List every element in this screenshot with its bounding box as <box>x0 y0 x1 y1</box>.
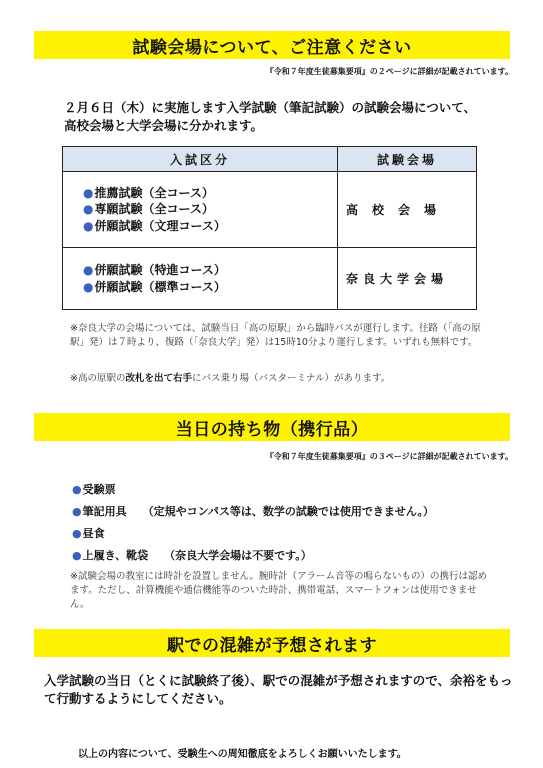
category-label: 併願試験（特進コース） <box>94 263 226 277</box>
belongings-list <box>72 478 434 566</box>
bullet-icon: ● <box>72 548 82 562</box>
category-cell <box>63 172 338 248</box>
item-detail: （定規やコンパス等は、数学の試験では使用できません。） <box>142 505 434 518</box>
item-detail: （奈良大学会場は不要です。） <box>164 549 312 562</box>
section-banner-venue <box>34 31 510 59</box>
venue-table <box>62 146 477 310</box>
category-label: 推薦試験（全コース） <box>94 185 214 200</box>
venue-cell: 高校会場 <box>338 172 477 248</box>
item-label: 昼食 <box>82 527 105 540</box>
section-title: 当日の持ち物（携行品） <box>175 419 369 440</box>
venue-cell: 奈良大学会場 <box>338 248 477 310</box>
section-title: 試験会場について、ご注意ください <box>132 37 412 58</box>
item-label: 受験票 <box>82 483 116 496</box>
reference-note: 『令和７年度生徒募集要項』の３ページに詳細が記載されています。 <box>265 452 513 461</box>
category-label: 併願試験（文理コース） <box>94 218 226 233</box>
note-text: にバス乗り場（バスターミナル）があります。 <box>191 373 391 384</box>
bullet-icon: ● <box>72 504 82 518</box>
note-emphasis: 改札を出て右手 <box>125 373 192 384</box>
reference-note: 『令和７年度生徒募集要項』の２ページに詳細が記載されています。 <box>265 67 513 76</box>
bullet-icon: ● <box>72 482 82 496</box>
section-banner-belongings <box>34 413 510 441</box>
table-row <box>63 172 477 248</box>
table-header-row <box>63 147 477 172</box>
bus-stop-note <box>70 372 490 386</box>
item-label: 筆記用具 <box>82 505 127 518</box>
section-title: 駅での混雑が予想されます <box>167 635 377 656</box>
column-header-category: 入試区分 <box>63 147 338 172</box>
bus-note: ※奈良大学の会場については、試験当日「高の原駅」から臨時バスが運行します。往路（「高の原駅」発）は７時より、復路（「奈良大学」発）は15時10分より運行します。いずれも無料です。 <box>70 323 481 348</box>
list-item <box>72 522 434 544</box>
list-item <box>83 279 337 296</box>
bullet-icon: ● <box>83 185 94 200</box>
list-item <box>83 262 337 279</box>
bullet-icon: ● <box>72 526 82 540</box>
list-item <box>72 500 434 522</box>
item-label: 上履き、靴袋 <box>82 549 149 562</box>
column-header-venue: 試験会場 <box>338 147 477 172</box>
list-item <box>72 544 434 566</box>
category-cell <box>63 248 338 310</box>
bullet-icon: ● <box>83 263 94 277</box>
category-label: 専願試験（全コース） <box>94 202 214 217</box>
list-item <box>83 185 337 202</box>
congestion-paragraph: 入学試験の当日（とくに試験終了後）、駅での混雑が予想されますので、余裕をもって行動するようにしてください。 <box>44 673 513 706</box>
list-item <box>72 478 434 500</box>
section-banner-congestion <box>34 629 510 657</box>
clock-note: ※試験会場の教室には時計を設置しません。腕時計（アラーム音等の鳴らないもの）の携行は認めます。ただし、計算機能や通信機能等のついた時計、携帯電話、スマートフォンは使用できません。 <box>70 571 488 610</box>
note-text: ※高の原駅の <box>70 373 126 384</box>
list-item <box>83 201 337 218</box>
lead-paragraph: ２月６日（木）に実施します入学試験（筆記試験）の試験会場について、高校会場と大学会場に分かれます。 <box>64 100 477 133</box>
list-item <box>83 218 337 235</box>
closing-text: 以上の内容について、受験生への周知徹底をよろしくお願いいたします。 <box>78 749 407 760</box>
bullet-icon: ● <box>83 218 94 233</box>
bullet-icon: ● <box>83 202 94 217</box>
category-label: 併願試験（標準コース） <box>94 279 226 294</box>
bullet-icon: ● <box>83 279 94 294</box>
table-row <box>63 248 477 310</box>
